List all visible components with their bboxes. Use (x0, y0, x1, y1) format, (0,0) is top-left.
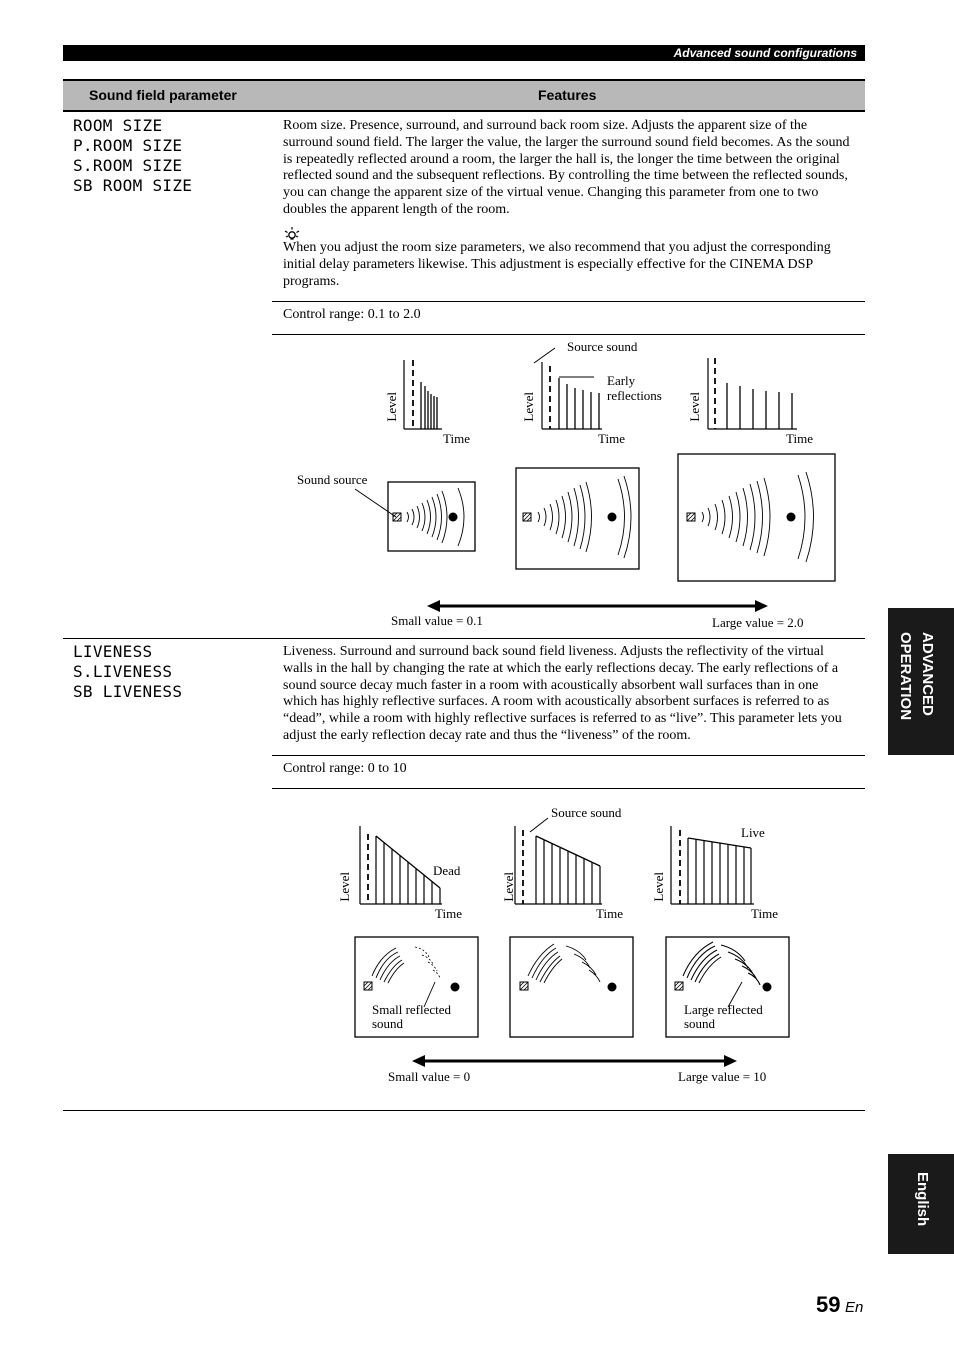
liveness-param-list (73, 642, 182, 702)
divider (272, 755, 865, 756)
room-medium (516, 468, 639, 569)
label-large-reflected: Large reflected (684, 1002, 763, 1017)
range-arrow (427, 600, 768, 612)
side-tab-advanced-operation[interactable] (888, 608, 954, 755)
side-tab-english[interactable] (888, 1154, 954, 1254)
param-liveness: LIVENESS (73, 642, 153, 661)
axis-label-time: Time (443, 431, 470, 446)
label-reflections: reflections (607, 388, 662, 403)
side-tab-label (894, 632, 938, 720)
param-room-size: ROOM SIZE (73, 116, 163, 135)
label-large-reflected-sound: sound (684, 1016, 716, 1031)
param-s-liveness: S.LIVENESS (73, 662, 173, 681)
label-sound-source: Sound source (297, 472, 368, 487)
axis-label-time: Time (435, 906, 462, 921)
room-size-control-range: Control range: 0.1 to 2.0 (283, 307, 421, 322)
level-time-graph-small (404, 360, 442, 429)
label-early: Early (607, 373, 636, 388)
axis-label-time: Time (598, 431, 625, 446)
label-small-reflected-sound: sound (372, 1016, 404, 1031)
room-large (678, 454, 835, 581)
side-tab-operation: OPERATION (897, 632, 914, 721)
side-tab-english-label: English (914, 1172, 931, 1227)
sound-source-pointer (355, 489, 396, 517)
room-small (388, 482, 475, 551)
column-header-parameter: Sound field parameter (89, 87, 237, 103)
page-number-suffix: En (844, 1299, 864, 1316)
axis-label-level: Level (521, 392, 536, 422)
row-divider (63, 638, 865, 639)
divider (272, 301, 865, 302)
room-medium-liveness (510, 937, 633, 1037)
liveness-description: Liveness. Surround and surround back sound field liveness. Adjusts the reflectivity of the virtual walls in the hall by changing the rate at which the early reflections decay. The early reflections of a sound source decay much faster in a room with acoustically absorbent wall surfaces than in one which has highly reflective surfaces. A room with acoustically absorbent surfaces is referred to as “dead”, while a room with highly reflective surfaces is referred to as “live”. This parameter lets you adjust the early reflection decay rate and thus the “liveness” of the room. (283, 644, 842, 743)
label-dead: Dead (433, 863, 461, 878)
label-source-sound: Source sound (567, 339, 638, 354)
axis-label-level: Level (651, 872, 666, 902)
room-size-tip: When you adjust the room size parameters, we also recommend that you adjust the corresponding initial delay parameters likewise. This adjustment is especially effective for the CINEMA DSP programs. (283, 240, 831, 289)
label-small-reflected: Small reflected (372, 1002, 452, 1017)
param-sb-room-size: SB ROOM SIZE (73, 176, 193, 195)
room-size-param-list (73, 116, 192, 196)
label-source-sound: Source sound (551, 805, 622, 820)
axis-label-level: Level (384, 392, 399, 422)
liveness-figure (272, 790, 865, 1090)
label-small-value: Small value = 0 (388, 1069, 471, 1084)
divider (272, 334, 865, 335)
level-time-graph-medium-liveness (515, 818, 602, 904)
label-large-value: Large value = 10 (678, 1069, 767, 1084)
label-small-value: Small value = 0.1 (391, 613, 483, 628)
level-time-graph-dead (360, 826, 442, 904)
axis-label-level: Level (337, 872, 352, 902)
param-sb-liveness: SB LIVENESS (73, 682, 183, 701)
label-large-value: Large value = 2.0 (712, 615, 804, 630)
axis-label-time: Time (751, 906, 778, 921)
page-number (816, 1292, 863, 1318)
table-header (63, 79, 865, 112)
header-bar (63, 45, 865, 61)
axis-label-time: Time (596, 906, 623, 921)
table-bottom-rule (63, 1110, 865, 1111)
level-time-graph-medium (534, 348, 602, 429)
axis-label-level: Level (501, 872, 516, 902)
section-title: Advanced sound configurations (673, 46, 857, 60)
level-time-graph-large (708, 358, 797, 429)
page-number-value: 59 (816, 1292, 841, 1317)
liveness-control-range: Control range: 0 to 10 (283, 761, 407, 776)
range-arrow (412, 1055, 737, 1067)
param-s-room-size: S.ROOM SIZE (73, 156, 183, 175)
label-live: Live (741, 825, 765, 840)
param-p-room-size: P.ROOM SIZE (73, 136, 183, 155)
axis-label-time: Time (786, 431, 813, 446)
side-tab-advanced: ADVANCED (919, 632, 936, 716)
axis-label-level: Level (687, 392, 702, 422)
room-size-description: Room size. Presence, surround, and surround back room size. Adjusts the apparent size of the surround sound field. The larger the value, the larger the surround sound field becomes. As the sound is repeatedly reflected around a room, the larger the hall is, the longer the time between the original reflected sound and the subsequent reflections. By controlling the time between the reflected sounds, you can change the apparent size of the virtual venue. Changing this parameter from one to two doubles the apparent length of the room. (283, 118, 850, 217)
column-header-features: Features (538, 87, 597, 103)
divider (272, 788, 865, 789)
